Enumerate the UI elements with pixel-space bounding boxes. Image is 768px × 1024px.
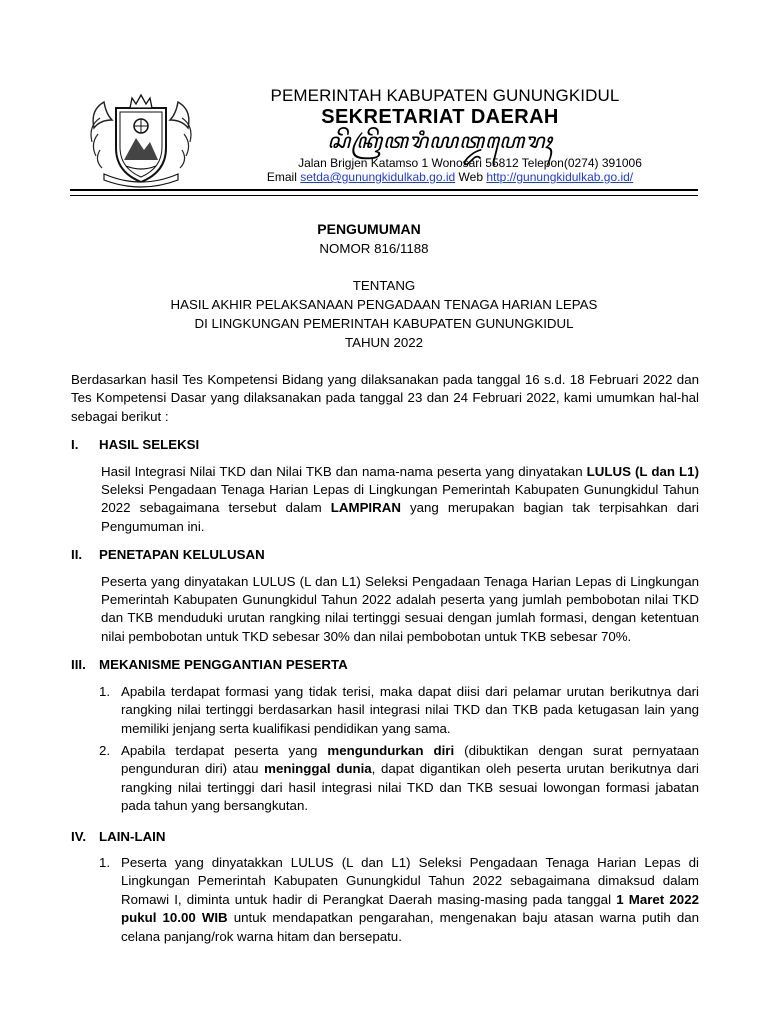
subject-line-1: HASIL AKHIR PELAKSANAAN PENGADAAN TENAGA HARIAN LEPAS — [170, 297, 598, 312]
list-item: 1. Apabila terdapat formasi yang tidak terisi, maka dapat diisi dari pelamar urutan berikutnya dari rangking nilai tertinggi berdasarkan hasil integrasi nilai TKD dan TKB pada ketugasan lain yang memiliki jenjang serta kualifikasi pendidikan yang sama. — [99, 683, 699, 736]
javanese-script-line: ꦱꦼꦏꦿꦼꦠꦫꦶꦪꦠ꧀ꦢꦲꦺꦫꦃ — [327, 129, 553, 153]
coat-of-arms-logo — [86, 90, 196, 190]
list-item: 2. Apabila terdapat peserta yang mengundurkan diri (dibuktikan dengan surat pernyataan pengunduran diri) atau meninggal dunia, dapat digantikan oleh peserta urutan berikutnya dari rangking nilai tertinggi dari hasil integrasi nilai TKD dan TKB sesuai lowongan formasi jabatan pada tahun yang bersangkutan. — [99, 742, 699, 814]
letterhead-rule-thick — [70, 189, 698, 191]
address-line: Jalan Brigjen Katamso 1 Wonosari 55812 Telepon(0274) 391006 — [298, 156, 642, 170]
section-title: PENETAPAN KELULUSAN — [99, 547, 265, 563]
subject-line-3: TAHUN 2022 — [344, 335, 424, 350]
subject-line-2: DI LINGKUNGAN PEMERINTAH KABUPATEN GUNUNGKIDUL — [194, 316, 574, 331]
office-name: SEKRETARIAT DAERAH — [321, 106, 559, 128]
intro-paragraph: Berdasarkan hasil Tes Kompetensi Bidang yang dilaksanakan pada tanggal 16 s.d. 18 Februari 2022 dan Tes Kompetensi Dasar yang dilaksanakan pada tanggal 23 dan 24 Februari 2022, kami umumkan hal-hal sebagai berikut : — [71, 372, 699, 424]
section-number: IV. — [71, 828, 87, 844]
section-title: MEKANISME PENGGANTIAN PESERTA — [99, 657, 348, 673]
contact-line — [220, 170, 660, 184]
numbered-list — [71, 854, 699, 946]
letterhead — [220, 86, 660, 184]
section-number: III. — [71, 657, 86, 673]
numbered-list — [71, 683, 699, 816]
section-heading — [71, 656, 699, 674]
section-heading — [71, 828, 699, 846]
announcement-number: NOMOR 816/1188 — [319, 241, 429, 256]
announcement-title — [70, 220, 698, 352]
email-link[interactable]: setda@gunungkidulkab.go.id — [300, 170, 456, 184]
web-link[interactable]: http://gunungkidulkab.go.id/ — [486, 170, 634, 184]
section-number: II. — [71, 547, 83, 563]
email-label: Email — [266, 170, 297, 184]
tentang-label: TENTANG — [352, 278, 416, 293]
announcement-body — [71, 371, 699, 946]
section-title: HASIL SELEKSI — [99, 437, 200, 453]
letterhead-rule-thin — [70, 195, 698, 196]
coat-of-arms-icon — [86, 90, 196, 190]
section-paragraph: Peserta yang dinyatakan LULUS (L dan L1) Seleksi Pengadaan Tenaga Harian Lepas di Lingkungan Pemerintah Kabupaten Gunungkidul Tahun 2022 adalah peserta yang jumlah pembobotan nilai TKD dan TKB menduduki urutan rangking nilai tertinggi sesuai dengan jumlah formasi, dengan ketentuan nilai pembobotan untuk TKD sebesar 30% dan nilai pembobotan untuk TKB sebesar 70%. — [101, 573, 699, 644]
list-item: 1. Peserta yang dinyatakkan LULUS (L dan L1) Seleksi Pengadaan Tenaga Harian Lepas di Lingkungan Pemerintah Kabupaten Gunungkidul Tahun 2022 sebagaimana dimaksud dalam Romawi I, diminta untuk hadir di Perangkat Daerah masing-masing pada tanggal 1 Maret 2022 pukul 10.00 WIB untuk mendapatkan pengarahan, mengenakan baju atasan warna putih dan celana panjang/rok warna hitam dan bersepatu. — [99, 854, 700, 944]
announcement-heading: PENGUMUMAN — [317, 221, 421, 237]
section-title: LAIN-LAIN — [99, 828, 166, 844]
web-label: Web — [458, 170, 483, 184]
government-name: PEMERINTAH KABUPATEN GUNUNGKIDUL — [270, 86, 620, 105]
section-paragraph: Hasil Integrasi Nilai TKD dan Nilai TKB dan nama-nama peserta yang dinyatakan LULUS (L dan L1) Seleksi Pengadaan Tenaga Harian Lepas di Lingkungan Pemerintah Kabupaten Gunungkidul Tahun 2022 sebagaimana tersebut dalam LAMPIRAN yang merupakan bagian tak terpisahkan dari Pengumuman ini. — [101, 463, 700, 534]
section-heading — [71, 546, 699, 564]
section-heading — [71, 436, 699, 454]
section-number: I. — [71, 437, 79, 453]
